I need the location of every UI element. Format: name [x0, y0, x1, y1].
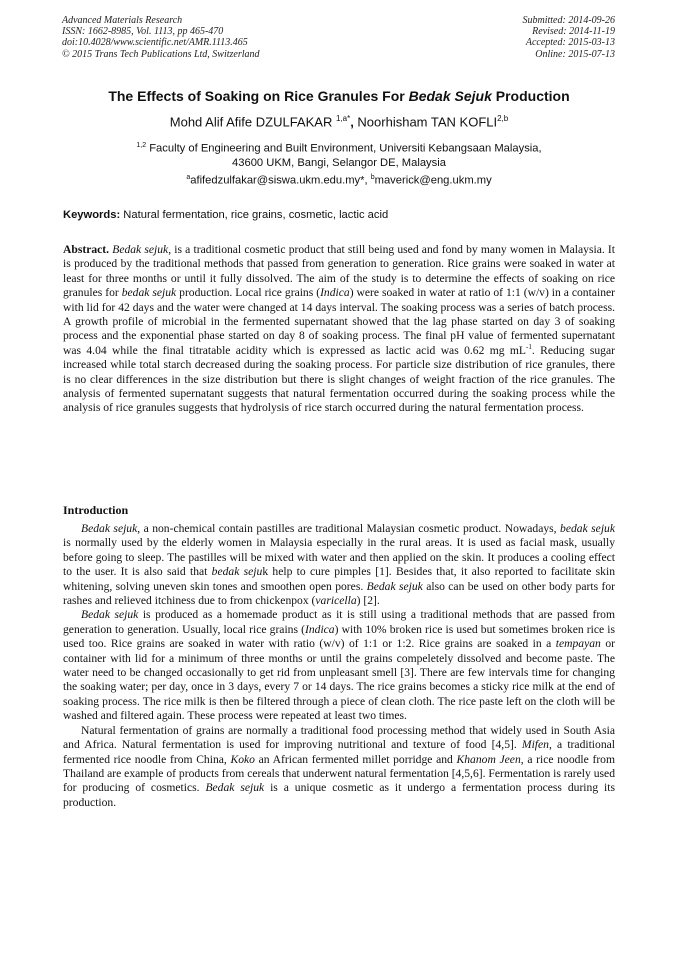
email-b-sup: b	[370, 174, 375, 181]
abstract-text: , is a traditional cosmetic product that still being used and fond by many women in Malaysia. It is produced by the traditional methods that passed from generation to generation. Rice grains were soaked in water at least for three months or until it fully dissolved. The aim of the study is to determine the effects of soaking on rice granules for	[63, 243, 615, 300]
affiliation-sup: 1,2	[136, 142, 147, 149]
abstract-label: Abstract.	[63, 243, 110, 256]
intro-text: is produced as a homemade product as it is still using a traditional methods that are passed from generation to generation. Usually, local rice grains (	[63, 608, 616, 636]
keywords-label: Keywords:	[63, 209, 121, 221]
intro-text: , a rice noodle from Thailand are example of products from cereals that underwent natural fermentation [4,5,6]. Fermentation is rarely used for producing of cosmetics.	[63, 752, 615, 795]
author-1-sup: 1,a*	[335, 114, 351, 123]
journal-header-left	[62, 15, 260, 60]
author-list	[40, 114, 638, 129]
intro-paragraph	[63, 608, 615, 723]
abstract-italic: Indica	[320, 286, 350, 300]
issn: ISSN: 1662-8985, Vol. 1113, pp 465-470	[62, 26, 224, 38]
doi: doi:10.4028/www.scientific.net/AMR.1113.465	[62, 37, 248, 49]
intro-italic: Koko	[230, 752, 255, 766]
online-date: Online: 2015-07-13	[535, 48, 615, 60]
title-italic: Bedak Sejuk	[408, 88, 492, 104]
intro-italic: Khanom Jeen	[456, 752, 521, 766]
abstract-italic: bedak sejuk	[121, 286, 177, 300]
author-emails	[40, 174, 638, 187]
abstract-sup: -1	[525, 342, 532, 351]
email-b: maverick@eng.ukm.my	[374, 174, 492, 187]
intro-text: k help to cure pimples [1]. Besides that, it also reported to facilitate skin whitening, solving uneven skin tones and smoothen open pores.	[63, 565, 615, 593]
affiliation-line-2: 43600 UKM, Bangi, Selangor DE, Malaysia	[232, 156, 446, 169]
author-2-sup: 2,b	[497, 114, 509, 123]
intro-italic: Bedak sejuk	[81, 608, 139, 622]
intro-italic: Bedak sejuk	[366, 579, 423, 593]
email-a: afifedzulfakar@siswa.ukm.edu.my*,	[190, 174, 371, 187]
abstract-italic: Bedak sejuk	[112, 243, 169, 256]
paper-title	[40, 88, 638, 104]
intro-italic: varicella	[315, 594, 357, 608]
keywords-text: Natural fermentation, rice grains, cosmetic, lactic acid	[120, 209, 389, 221]
intro-italic: Bedak sejuk	[81, 522, 138, 535]
copyright: © 2015 Trans Tech Publications Ltd, Switzerland	[62, 48, 260, 60]
abstract-text: . Reducing sugar increased while total starch decreased during the soaking process. For particle size distribution of rice granules, there is no clear differences in the size distribution but there is slight changes of weight fraction of the rice granules. The analysis of fermented supernatant suggests that natural fermentation occurred during the soaking process while the analysis of rice granules suggests that hydrolysis of rice starch occurred during the natural fermentation process.	[63, 343, 615, 415]
abstract-text: production. Local rice grains (	[176, 286, 321, 300]
accepted-date: Accepted: 2015-03-13	[525, 37, 615, 49]
intro-paragraph	[63, 522, 615, 608]
section-heading-introduction: Introduction	[63, 503, 129, 517]
revised-date: Revised: 2014-11-19	[532, 26, 615, 38]
author-1: Mohd Alif Afife DZULFAKAR	[169, 114, 336, 130]
intro-text: , a traditional fermented rice noodle from China,	[63, 738, 615, 766]
intro-italic: Indica	[304, 622, 335, 636]
intro-italic: tempayan	[555, 637, 601, 651]
intro-text: ) [2].	[356, 594, 380, 608]
intro-text: also can be used on other body parts for rashes and relieved itchiness due to from chickenpox (	[63, 579, 615, 608]
author-separator: ,	[350, 114, 358, 130]
abstract	[63, 243, 615, 416]
intro-text: is a unique cosmetic as it undergo a fermentation process during its production.	[63, 781, 615, 809]
journal-header-right	[523, 15, 616, 60]
keywords	[63, 209, 388, 221]
intro-text: or container with lid for a minimum of three months or until the grains compeletely dissolved and become paste. The water need to be changed occasionally to get rid from unpleasant smell [3]. There are few intervals time for changing the soaking water; per day, once in 3 days, every 7 or 14 days. The rice grains becomes a sticky rice milk at the end of soaking process. The rice milk is then be filtered through a piece of clean cloth. The rice paste left on the cloth will be washed and filtered again. These process were repeated at least two times.	[63, 637, 615, 723]
intro-italic: Mifen	[521, 738, 549, 752]
abstract-text: ) were soaked in water at ratio of 1:1 (w/v) in a container with lid for 42 days and the water were changed at 14 days interval. The soaking process was a series of batch process. A growth profile of microbial in the fermented supernatant showed that the lag phase started on day 3 of soaking process and the exponential phase started on day 8 of soaking process. The final pH value of fermented supernatant was 4.04 while the final titratable acidity which is expressed as lactic acid was 0.62 mg mL	[63, 286, 615, 357]
introduction-body	[63, 522, 615, 810]
affiliation-line-1: Faculty of Engineering and Built Environment, Universiti Kebangsaan Malaysia,	[146, 142, 542, 155]
intro-text: an African fermented millet porridge and	[254, 752, 457, 766]
author-2: Noorhisham TAN KOFLI	[357, 114, 498, 130]
intro-text: ) with 10% broken rice is used but sometimes broken rice is used too. Rice grains are soaked in water with ratio (w/v) of 1:1 or 1:2. Rice grains are soaked in a	[63, 622, 615, 651]
affiliation	[40, 139, 638, 170]
intro-paragraph	[63, 724, 615, 810]
title-text: The Effects of Soaking on Rice Granules For	[108, 88, 409, 104]
intro-italic: bedak sejuk	[560, 522, 615, 535]
submitted-date: Submitted: 2014-09-26	[522, 15, 615, 26]
email-a-sup: a	[186, 174, 191, 181]
title-suffix: Production	[491, 88, 570, 104]
intro-text: Natural fermentation of grains are normally a traditional food processing method that widely used in South Asia and Africa. Natural fermentation is used for improving nutritional and texture of food [4,5].	[63, 723, 615, 752]
intro-text: , a non-chemical contain pastilles are traditional Malaysian cosmetic product. Nowadays,	[137, 522, 561, 535]
intro-italic: bedak seju	[211, 565, 263, 579]
intro-italic: Bedak sejuk	[205, 781, 265, 795]
journal-name: Advanced Materials Research	[62, 15, 183, 26]
intro-text: is normally used by the elderly women in Malaysia especially in the rural areas. It is used as facial mask, usually before going to sleep. The pastilles will be mixed with water and then applied on the skin. It produces a cooling effect to the user. It is also said that	[63, 536, 615, 579]
